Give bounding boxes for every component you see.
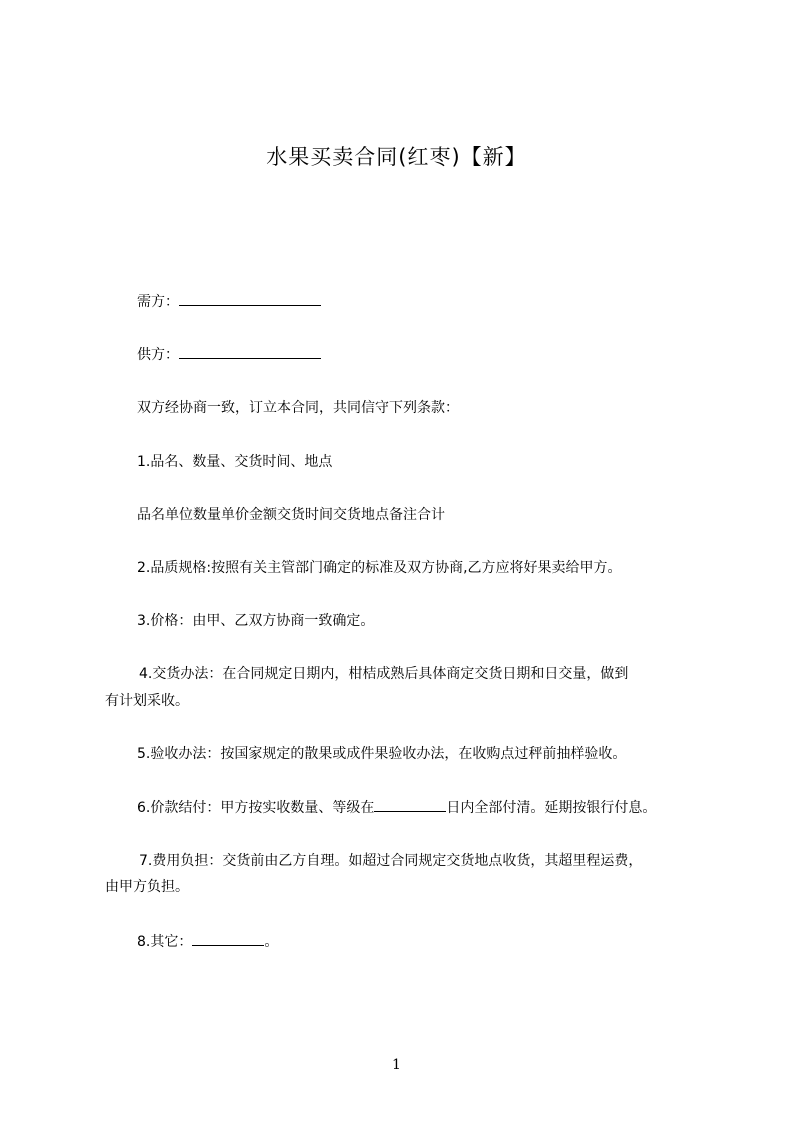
clause-8-text-before: 8.其它： [137, 934, 193, 950]
buyer-line [137, 291, 321, 312]
clause-7-line-2: 由甲方负担。 [105, 879, 189, 895]
clause-4-line-2: 有计划采收。 [105, 693, 189, 709]
clause-2: 2.品质规格:按照有关主管部门确定的标准及双方协商,乙方应将好果卖给甲方。 [137, 560, 622, 576]
clause-6-text-before: 6.价款结付：甲方按实收数量、等级在 [137, 800, 375, 816]
clause-8 [137, 931, 278, 952]
product-table-header: 品名单位数量单价金额交货时间交货地点备注合计 [137, 507, 445, 523]
supplier-line [137, 344, 321, 365]
page-number: 1 [392, 1057, 401, 1073]
supplier-blank [179, 344, 321, 359]
clause-7-line-1: 7.费用负担：交货前由乙方自理。如超过合同规定交货地点收货，其超里程运费， [139, 853, 643, 869]
intro-paragraph: 双方经协商一致，订立本合同，共同信守下列条款： [137, 400, 459, 416]
supplier-label: 供方： [137, 347, 179, 363]
other-terms-blank [192, 931, 264, 946]
payment-days-blank [374, 797, 446, 812]
clause-4-line-1: 4.交货办法：在合同规定日期内，柑桔成熟后具体商定交货日期和日交量，做到 [139, 666, 629, 682]
clause-1-title: 1.品名、数量、交货时间、地点 [137, 454, 333, 470]
page-title: 水果买卖合同(红枣)【新】 [266, 145, 527, 169]
clause-6-text-after: 日内全部付清。延期按银行付息。 [446, 800, 657, 816]
clause-8-text-after: 。 [264, 934, 279, 950]
clause-5: 5.验收办法：按国家规定的散果或成件果验收办法，在收购点过秤前抽样验收。 [137, 746, 627, 762]
buyer-label: 需方： [137, 294, 179, 310]
buyer-blank [179, 291, 321, 306]
clause-6 [137, 797, 656, 818]
clause-3: 3.价格：由甲、乙双方协商一致确定。 [137, 613, 375, 629]
